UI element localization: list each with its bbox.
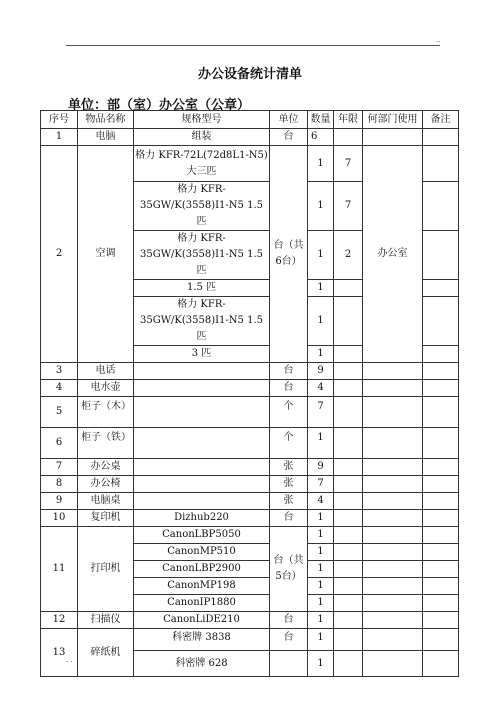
- col-header: 序号: [41, 111, 78, 129]
- cell-unit: 张: [270, 493, 308, 510]
- cell-unit: 台: [270, 129, 308, 146]
- cell-note: [423, 527, 459, 544]
- cell-note: [423, 146, 459, 182]
- col-header: 物品名称: [78, 111, 134, 129]
- cell-spec: CanonLBP5050: [134, 527, 270, 544]
- cell-spec: 科密牌 3838: [134, 629, 270, 651]
- cell-name: 扫描仪: [78, 612, 134, 629]
- cell-no: 7: [41, 459, 78, 476]
- cell-dept: [363, 595, 423, 612]
- cell-qty: 4: [308, 493, 334, 510]
- cell-unit: 台: [270, 380, 308, 397]
- cell-unit: 台: [270, 629, 308, 651]
- cell-no: 6: [41, 428, 78, 459]
- cell-dept: [363, 493, 423, 510]
- cell-unit: [270, 651, 308, 677]
- cell-years: 7: [334, 182, 363, 231]
- cell-qty: 1: [308, 595, 334, 612]
- cell-note: [423, 595, 459, 612]
- cell-years: [334, 578, 363, 595]
- cell-note: [423, 363, 459, 380]
- cell-unit: 张: [270, 459, 308, 476]
- cell-qty: 7: [308, 397, 334, 428]
- cell-qty: 1: [308, 527, 334, 544]
- cell-unit: 台（共6台）: [270, 146, 308, 363]
- cell-name: 复印机: [78, 510, 134, 527]
- cell-name: 空调: [78, 146, 134, 363]
- cell-qty: 4: [308, 380, 334, 397]
- cell-no: 9: [41, 493, 78, 510]
- cell-years: [334, 380, 363, 397]
- cell-note: [423, 297, 459, 346]
- cell-name: 电脑: [78, 129, 134, 146]
- col-header: 备注: [423, 111, 459, 129]
- cell-spec: [134, 397, 270, 428]
- cell-years: [334, 612, 363, 629]
- cell-note: [423, 428, 459, 459]
- table-row: [41, 493, 459, 510]
- cell-spec: [134, 380, 270, 397]
- cell-qty: 1: [308, 231, 334, 280]
- cell-spec: [134, 428, 270, 459]
- equipment-table: [40, 110, 459, 677]
- cell-no: 10: [41, 510, 78, 527]
- cell-qty: 1: [308, 297, 334, 346]
- cell-years: [334, 561, 363, 578]
- cell-qty: 1: [308, 651, 334, 677]
- cell-note: [423, 612, 459, 629]
- cell-no: 13: [41, 629, 78, 677]
- cell-note: [423, 397, 459, 428]
- cell-spec: Dizhub220: [134, 510, 270, 527]
- cell-note: [423, 182, 459, 231]
- cell-no: 1: [41, 129, 78, 146]
- cell-name: 碎纸机: [78, 629, 134, 677]
- table-row: [41, 363, 459, 380]
- cell-note: [423, 129, 459, 146]
- cell-years: [334, 651, 363, 677]
- cell-name: 柜子（铁）: [78, 428, 134, 459]
- cell-no: 12: [41, 612, 78, 629]
- cell-name: 办公桌: [78, 459, 134, 476]
- cell-years: [334, 595, 363, 612]
- cell-dept: [363, 561, 423, 578]
- cell-dept: [363, 476, 423, 493]
- cell-years: [334, 397, 363, 428]
- footer-mark: . .: [66, 656, 73, 664]
- cell-years: [334, 510, 363, 527]
- cell-dept: [363, 428, 423, 459]
- cell-name: 柜子（木）: [78, 397, 134, 428]
- col-header: 单位: [270, 111, 308, 129]
- col-header: 何部门使用: [363, 111, 423, 129]
- cell-years: [334, 493, 363, 510]
- cell-unit: 台: [270, 510, 308, 527]
- cell-dept: [363, 612, 423, 629]
- table-row: [41, 527, 459, 544]
- cell-dept: 办公室: [363, 146, 423, 363]
- table-row: [41, 380, 459, 397]
- col-header: 数量: [308, 111, 334, 129]
- cell-note: [423, 476, 459, 493]
- table-row: [41, 629, 459, 651]
- cell-years: [334, 129, 363, 146]
- cell-spec: 格力 KFR-35GW/K(3558)I1-N5 1.5 匹: [134, 182, 270, 231]
- cell-spec: [134, 363, 270, 380]
- cell-name: 电脑桌: [78, 493, 134, 510]
- cell-years: [334, 428, 363, 459]
- cell-qty: 1: [308, 544, 334, 561]
- cell-qty: 1: [308, 280, 334, 297]
- cell-dept: [363, 510, 423, 527]
- cell-dept: [363, 459, 423, 476]
- cell-dept: [363, 129, 423, 146]
- cell-spec: 科密牌 628: [134, 651, 270, 677]
- cell-no: 11: [41, 527, 78, 612]
- cell-note: [423, 459, 459, 476]
- cell-note: [423, 380, 459, 397]
- cell-unit: 个: [270, 428, 308, 459]
- table-row: [41, 459, 459, 476]
- cell-qty: 1: [308, 146, 334, 182]
- header-rule: [66, 45, 440, 46]
- cell-name: 电话: [78, 363, 134, 380]
- cell-spec: 格力 KFR-35GW/K(3558)I1-N5 1.5 匹: [134, 297, 270, 346]
- table-row: [41, 146, 459, 182]
- cell-qty: 1: [308, 561, 334, 578]
- cell-qty: 1: [308, 346, 334, 363]
- cell-qty: 1: [308, 182, 334, 231]
- cell-no: 8: [41, 476, 78, 493]
- cell-no: 2: [41, 146, 78, 363]
- table-row: [41, 612, 459, 629]
- cell-name: 电水壶: [78, 380, 134, 397]
- cell-spec: [134, 476, 270, 493]
- cell-qty: 1: [308, 629, 334, 651]
- cell-years: [334, 629, 363, 651]
- cell-spec: 格力 KFR-35GW/K(3558)I1-N5 1.5 匹: [134, 231, 270, 280]
- cell-qty: 6: [308, 129, 334, 146]
- header-row: [41, 111, 459, 129]
- cell-name: 办公椅: [78, 476, 134, 493]
- cell-no: 3: [41, 363, 78, 380]
- cell-unit: 张: [270, 476, 308, 493]
- table-row: [41, 476, 459, 493]
- cell-dept: [363, 527, 423, 544]
- cell-note: [423, 651, 459, 677]
- cell-note: [423, 578, 459, 595]
- cell-spec: CanonLBP2900: [134, 561, 270, 578]
- cell-note: [423, 629, 459, 651]
- cell-no: 5: [41, 397, 78, 428]
- cell-note: [423, 280, 459, 297]
- table-row: [41, 397, 459, 428]
- cell-years: [334, 476, 363, 493]
- cell-spec: CanonLiDE210: [134, 612, 270, 629]
- cell-qty: 9: [308, 459, 334, 476]
- cell-dept: [363, 363, 423, 380]
- table-row: [41, 428, 459, 459]
- cell-years: [334, 544, 363, 561]
- cell-qty: 7: [308, 476, 334, 493]
- cell-spec: [134, 493, 270, 510]
- cell-spec: 组装: [134, 129, 270, 146]
- col-header: 规格型号: [134, 111, 270, 129]
- page-title: 办公设备统计清单: [197, 67, 302, 82]
- cell-note: [423, 346, 459, 363]
- cell-spec: 格力 KFR-72L(72d8L1-N5) 大三匹: [134, 146, 270, 182]
- cell-years: 7: [334, 146, 363, 182]
- cell-unit: 个: [270, 397, 308, 428]
- cell-spec: [134, 459, 270, 476]
- cell-spec: CanonIP1880: [134, 595, 270, 612]
- cell-spec: 1.5 匹: [134, 280, 270, 297]
- cell-no: 4: [41, 380, 78, 397]
- cell-unit: 台（共5台）: [270, 527, 308, 612]
- header-mark: ..: [436, 36, 441, 44]
- cell-dept: [363, 578, 423, 595]
- cell-spec: 3 匹: [134, 346, 270, 363]
- cell-qty: 1: [308, 428, 334, 459]
- cell-unit: 台: [270, 612, 308, 629]
- table-row: [41, 510, 459, 527]
- cell-qty: 1: [308, 578, 334, 595]
- cell-years: [334, 459, 363, 476]
- cell-note: [423, 493, 459, 510]
- cell-dept: [363, 651, 423, 677]
- cell-years: [334, 346, 363, 363]
- cell-spec: CanonMP510: [134, 544, 270, 561]
- cell-dept: [363, 544, 423, 561]
- unit-label: 单位：部（室）办公室（公章）: [68, 98, 251, 113]
- cell-dept: [363, 397, 423, 428]
- table-row: [41, 129, 459, 146]
- cell-note: [423, 561, 459, 578]
- cell-years: [334, 280, 363, 297]
- cell-name: 打印机: [78, 527, 134, 612]
- cell-years: [334, 363, 363, 380]
- cell-note: [423, 231, 459, 280]
- cell-dept: [363, 380, 423, 397]
- cell-note: [423, 510, 459, 527]
- cell-unit: 台: [270, 363, 308, 380]
- cell-qty: 1: [308, 612, 334, 629]
- cell-qty: 1: [308, 510, 334, 527]
- cell-dept: [363, 629, 423, 651]
- cell-years: [334, 527, 363, 544]
- cell-years: [334, 297, 363, 346]
- cell-note: [423, 544, 459, 561]
- cell-years: 2: [334, 231, 363, 280]
- cell-spec: CanonMP198: [134, 578, 270, 595]
- cell-qty: 9: [308, 363, 334, 380]
- col-header: 年限: [334, 111, 363, 129]
